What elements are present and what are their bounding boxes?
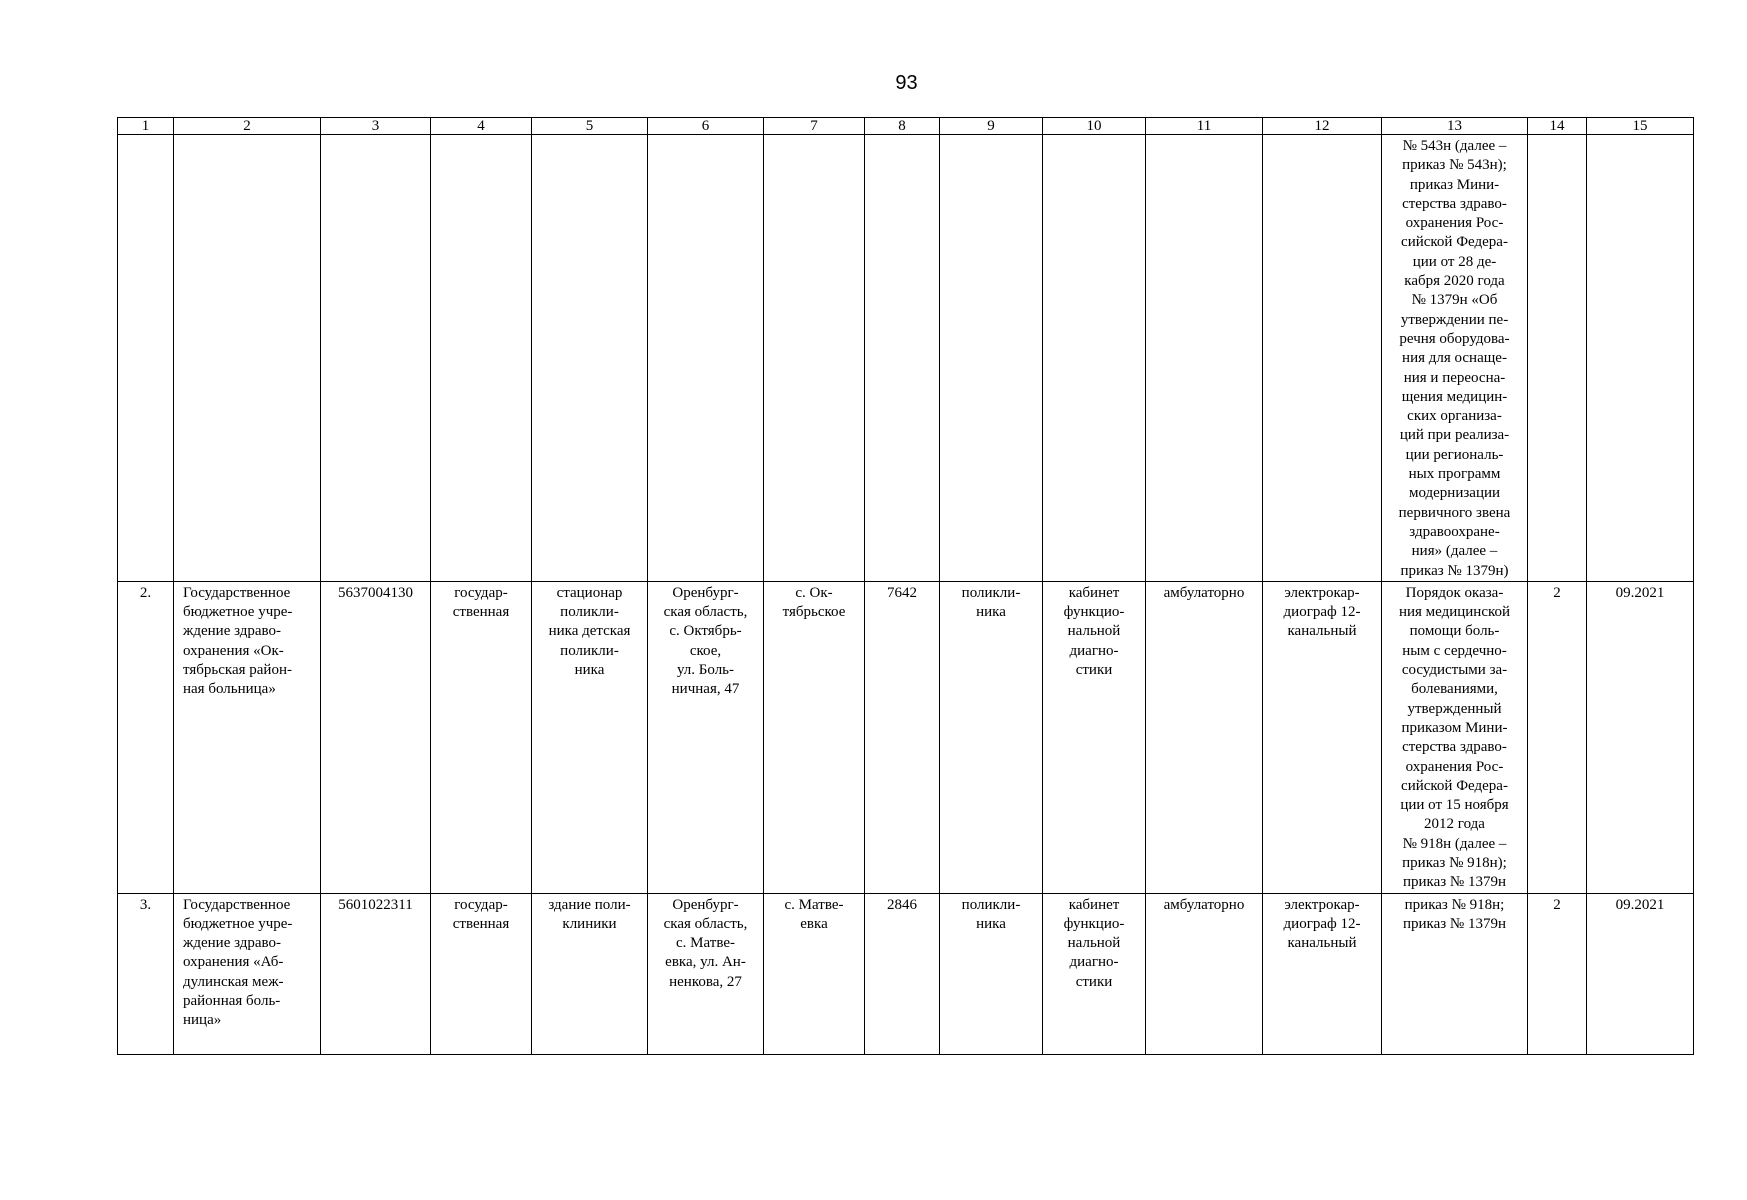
table-cell-col-11: [1146, 135, 1263, 582]
column-header-3: 3: [321, 118, 431, 135]
table-cell-col-12: [1263, 135, 1382, 582]
table-cell-col-7: с. Матве- евка: [764, 893, 865, 1054]
table-cell-col-4: государ- ственная: [431, 581, 532, 893]
table-cell-col-7: с. Ок- тябрьское: [764, 581, 865, 893]
column-header-4: 4: [431, 118, 532, 135]
table-cell-col-10: кабинет функцио- нальной диагно- стики: [1043, 893, 1146, 1054]
table-cell-col-2: Государственное бюджетное учре- ждение здраво- охранения «Аб- дулинская меж- районная боль- ница»: [174, 893, 321, 1054]
table-cell-col-3: 5601022311: [321, 893, 431, 1054]
table-cell-col-14: [1528, 135, 1587, 582]
table-row: [118, 135, 1694, 582]
column-header-2: 2: [174, 118, 321, 135]
column-header-5: 5: [532, 118, 648, 135]
page-number: 93: [895, 72, 918, 94]
table-cell-col-5: стационар поликли- ника детская поликли- ника: [532, 581, 648, 893]
column-header-8: 8: [865, 118, 940, 135]
table-cell-col-5: [532, 135, 648, 582]
column-header-14: 14: [1528, 118, 1587, 135]
column-header-7: 7: [764, 118, 865, 135]
table-cell-col-11: амбулаторно: [1146, 893, 1263, 1054]
column-header-15: 15: [1587, 118, 1694, 135]
table-cell-col-2: Государственное бюджетное учре- ждение здраво- охранения «Ок- тябрьская район- ная больница»: [174, 581, 321, 893]
table-row: [118, 581, 1694, 893]
column-header-1: 1: [118, 118, 174, 135]
table-cell-col-4: государ- ственная: [431, 893, 532, 1054]
table-cell-col-10: [1043, 135, 1146, 582]
column-header-6: 6: [648, 118, 764, 135]
column-header-10: 10: [1043, 118, 1146, 135]
column-header-12: 12: [1263, 118, 1382, 135]
column-header-13: 13: [1382, 118, 1528, 135]
table-row: [118, 893, 1694, 1054]
table-cell-col-8: 2846: [865, 893, 940, 1054]
table-cell-col-13: Порядок оказа- ния медицинской помощи боль- ным с сердечно- сосудистыми за- болеваниями, утвержденный приказом Мини- стерства здраво- охранения Рос- сийской Федера- ции от 15 ноября 2012 года № 918н (далее – приказ № 918н); приказ № 1379н: [1382, 581, 1528, 893]
table-cell-col-12: электрокар- диограф 12- канальный: [1263, 893, 1382, 1054]
table-cell-col-9: [940, 135, 1043, 582]
table-cell-col-6: Оренбург- ская область, с. Матве- евка, ул. Ан- ненкова, 27: [648, 893, 764, 1054]
table-cell-col-1: 2.: [118, 581, 174, 893]
column-header-9: 9: [940, 118, 1043, 135]
table-cell-col-9: поликли- ника: [940, 581, 1043, 893]
table-cell-col-9: поликли- ника: [940, 893, 1043, 1054]
table-cell-col-7: [764, 135, 865, 582]
column-header-11: 11: [1146, 118, 1263, 135]
table-cell-col-8: [865, 135, 940, 582]
table-cell-col-3: 5637004130: [321, 581, 431, 893]
table-cell-col-14: 2: [1528, 581, 1587, 893]
table-cell-col-13: № 543н (далее – приказ № 543н); приказ Мини- стерства здраво- охранения Рос- сийской Федера- ции от 28 де- кабря 2020 года № 1379н «Об утверждении пе- речня оборудова- ния для оснаще- ния и переосна- щения медицин- ских организа- ций при реализа- ции региональ- ных программ модернизации первичного звена здравоохране- ния» (далее – приказ № 1379н): [1382, 135, 1528, 582]
table-cell-col-6: [648, 135, 764, 582]
table-cell-col-15: 09.2021: [1587, 581, 1694, 893]
header-row: [118, 118, 1694, 135]
table-cell-col-4: [431, 135, 532, 582]
table-cell-col-5: здание поли- клиники: [532, 893, 648, 1054]
table-cell-col-13: приказ № 918н; приказ № 1379н: [1382, 893, 1528, 1054]
table-cell-col-15: 09.2021: [1587, 893, 1694, 1054]
table-cell-col-1: 3.: [118, 893, 174, 1054]
table-cell-col-14: 2: [1528, 893, 1587, 1054]
equipment-table: [117, 117, 1694, 1055]
table-cell-col-12: электрокар- диограф 12- канальный: [1263, 581, 1382, 893]
table-cell-col-8: 7642: [865, 581, 940, 893]
table-cell-col-1: [118, 135, 174, 582]
table-cell-col-10: кабинет функцио- нальной диагно- стики: [1043, 581, 1146, 893]
table-cell-col-15: [1587, 135, 1694, 582]
table-cell-col-11: амбулаторно: [1146, 581, 1263, 893]
table-cell-col-3: [321, 135, 431, 582]
table-cell-col-2: [174, 135, 321, 582]
table-cell-col-6: Оренбург- ская область, с. Октябрь- ское, ул. Боль- ничная, 47: [648, 581, 764, 893]
